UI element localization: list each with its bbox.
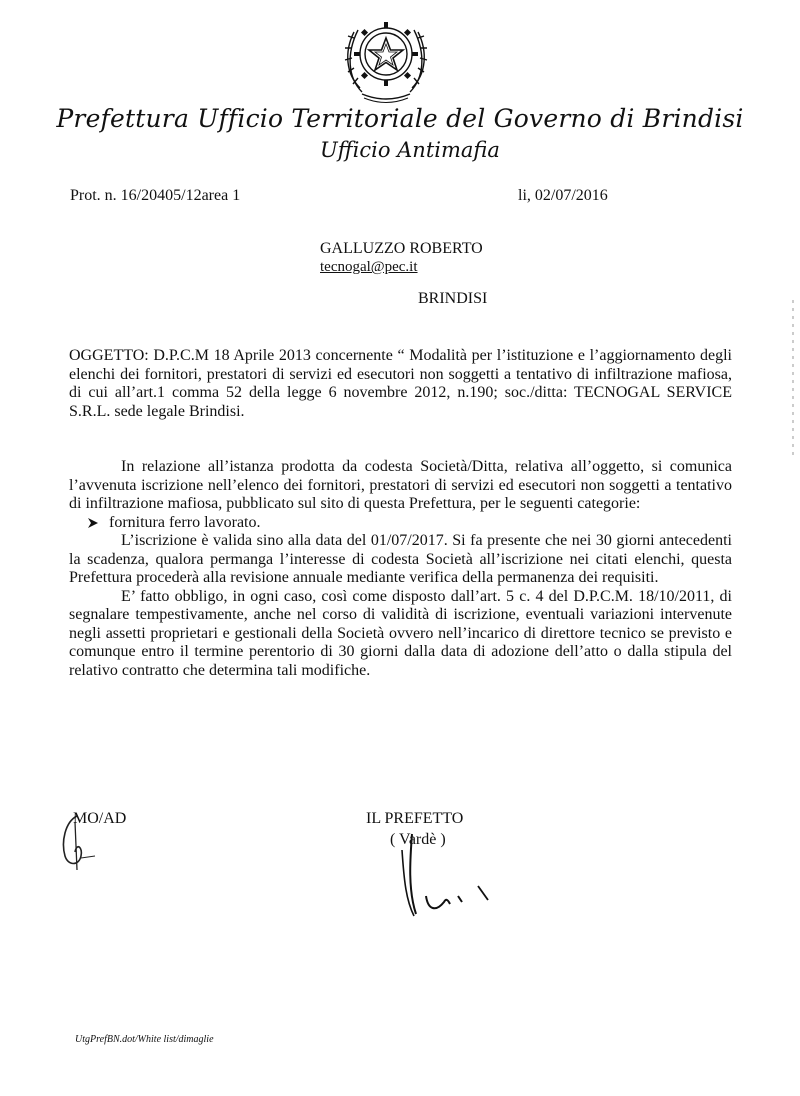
category-label: fornitura ferro lavorato. — [109, 513, 261, 531]
subject-paragraph: OGGETTO: D.P.C.M 18 Aprile 2013 concernente “ Modalità per l’istituzione e l’aggiornamento degli elenchi dei fornitori, prestatori di servizi ed esecutori non soggetti a tentativo di infiltrazione mafiosa, di cui all’art.1 comma 52 della legge 6 novembre 2012, n.190; soc./ditta: TECNOGAL SERVICE S.R.L. sede legale Brindisi. — [69, 347, 732, 420]
prefect-title: IL PREFETTO — [366, 810, 464, 827]
category-list-item — [69, 514, 732, 533]
arrowhead-bullet-icon — [87, 517, 99, 529]
document-template-footer: UtgPrefBN.dot/White list/dimaglie — [75, 1034, 214, 1045]
office-subtitle: Ufficio Antimafia — [320, 138, 500, 162]
scan-edge-mark — [790, 300, 796, 460]
letter-date: li, 02/07/2016 — [518, 187, 608, 204]
recipient-name: GALLUZZO ROBERTO — [320, 240, 483, 257]
prefect-handwritten-signature — [392, 830, 502, 920]
protocol-number: Prot. n. 16/20405/12area 1 — [70, 187, 241, 204]
author-initials: MO/AD — [73, 810, 127, 827]
prefect-name: ( Vardè ) — [390, 831, 446, 848]
body-paragraph: L’iscrizione è valida sino alla data del 01/07/2017. Si fa presente che nei 30 giorni antecedenti la scadenza, qualora permanga l’interesse di codesta Società all’iscrizione nei citati elenchi, questa Prefettura procederà alla revisione annuale mediante verifica della permanenza dei requisiti. — [69, 532, 732, 586]
recipient-email: tecnogal@pec.it — [320, 259, 418, 275]
letter-body — [69, 458, 732, 680]
body-paragraph: E’ fatto obbligo, in ogni caso, così come disposto dall’art. 5 c. 4 del D.P.C.M. 18/10/2011, di segnalare tempestivamente, anche nel corso di validità di iscrizione, eventuali variazioni intervenute negli assetti proprietari e gestionali della Società ovvero nell’incarico di direttore tecnico se previsto e comunque entro il termine perentorio di 30 giorni dalla data di adozione dell’atto o dalla stipula del relativo contratto che determina tali modifiche. — [69, 587, 732, 679]
office-title: Prefettura Ufficio Territoriale del Governo di Brindisi — [56, 104, 744, 133]
italian-republic-emblem-icon — [340, 8, 432, 104]
recipient-city: BRINDISI — [418, 290, 488, 307]
body-paragraph: In relazione all’istanza prodotta da codesta Società/Ditta, relativa all’oggetto, si comunica l’avvenuta iscrizione nell’elenco dei fornitori, prestatori di servizi ed esecutori non soggetti a tentativo di infiltrazione mafiosa, pubblicato sul sito di questa Prefettura, per le seguenti categorie: — [69, 458, 732, 512]
